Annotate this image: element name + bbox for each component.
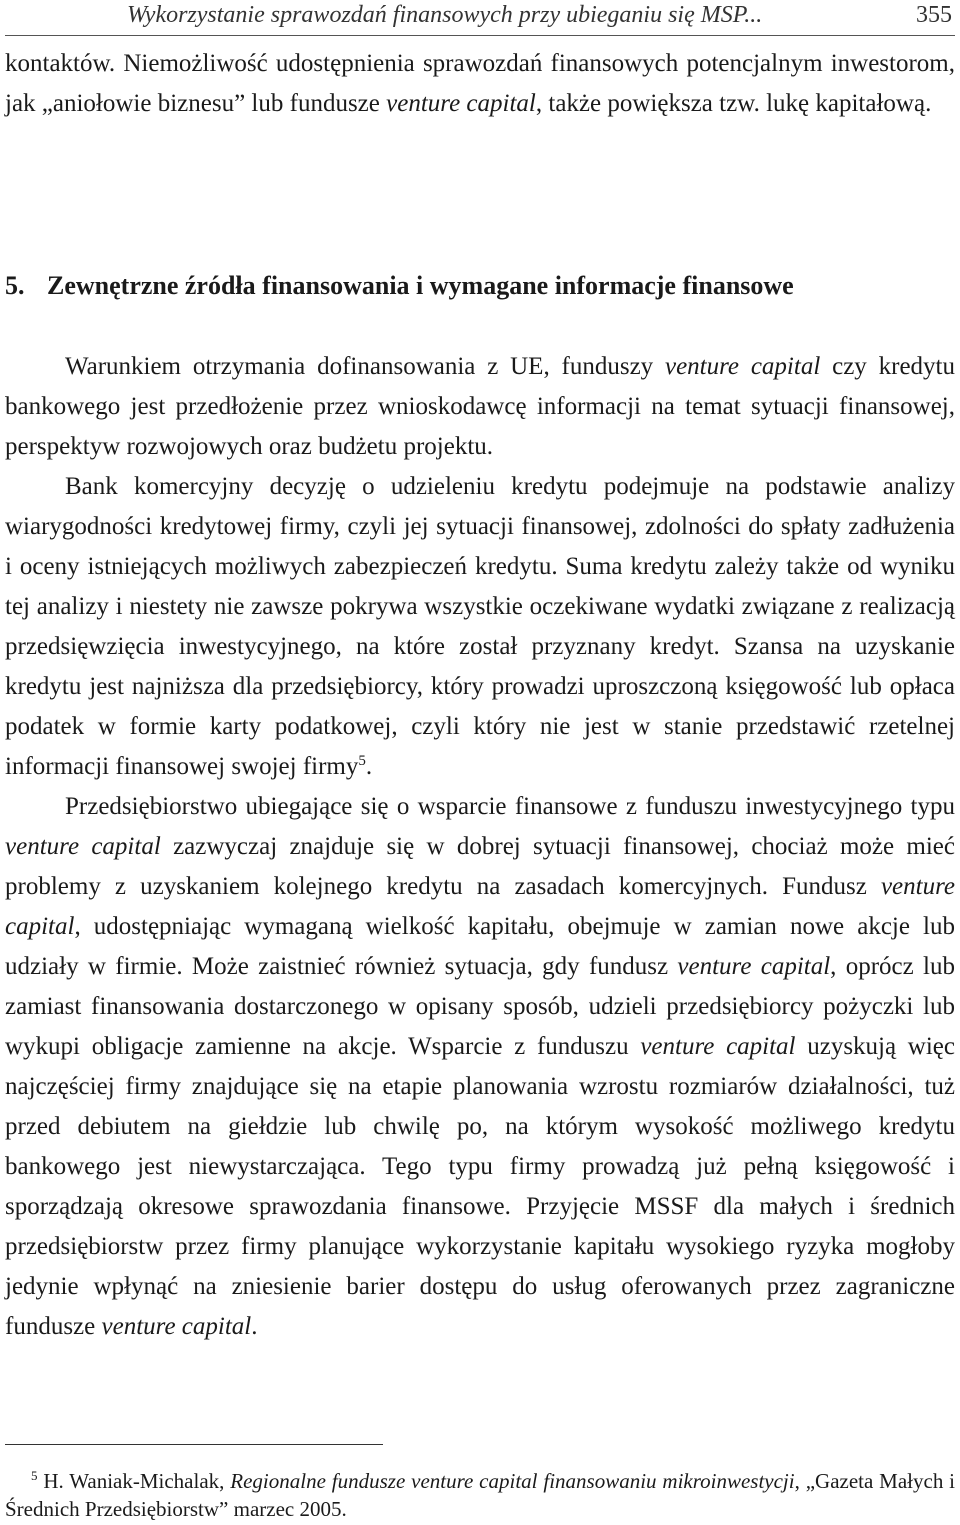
section-title: Zewnętrzne źródła finansowania i wymagane informacje finansowe xyxy=(47,271,794,300)
paragraph-end: . xyxy=(365,753,373,780)
header-rule xyxy=(5,35,955,36)
footnote-reference[interactable]: 5 xyxy=(358,753,366,769)
footnote-text: H. Waniak-Michalak, Regionalne fundusze venture capital finansowaniu mikroinwestycji, „Gazeta Małych i Średnich Przedsiębiorstw” marzec 2005. xyxy=(5,1469,956,1521)
footnote-marker: 5 xyxy=(31,1468,38,1483)
paragraph: Przedsiębiorstwo ubiegające się o wsparcie finansowe z funduszu inwestycyjnego typu venture capital zazwyczaj znajduje się w dobrej sytuacji finansowej, chociaż może mieć problemy z uzyskaniem kolejnego kredytu na zasadach komercyjnych. Fundusz venture capital, udostępniając wymaganą wielkość kapitału, obejmuje w zamian nowe akcje lub udziały w firmie. Może zaistnieć również sytuacja, gdy fundusz venture capital, oprócz lub zamiast finansowania dostarczonego w opisany sposób, udzieli przedsiębiorcy pożyczki lub wykupi obligacje zamienne na akcje. Wsparcie z funduszu venture capital uzyskują więc najczęściej firmy znajdujące się na etapie planowania wzrostu rozmiarów działalności, tuż przed debiutem na giełdzie lub chwilę po, na którym wysokość możliwego kredytu bankowego jest niewystarczająca. Tego typu firmy prowadzą już pełną księgowość i sporządzają okresowe sprawozdania finansowe. Przyjęcie MSSF dla małych i średnich przedsiębiorstw przez firmy planujące wykorzystanie kapitału wysokiego ryzyka mogłoby jedynie wpłynąć na zniesienie barier dostępu do usług oferowanych przez zagraniczne fundusze venture capital. xyxy=(5,793,955,1340)
running-title: Wykorzystanie sprawozdań finansowych przy ubieganiu się MSP... xyxy=(127,2,763,28)
running-header xyxy=(5,0,955,36)
section-body xyxy=(5,347,955,1347)
footnote xyxy=(5,1467,955,1523)
intro-paragraph xyxy=(5,44,955,124)
section-number: 5. xyxy=(5,271,25,300)
page-number: 355 xyxy=(916,2,952,28)
section-heading xyxy=(5,268,955,304)
paragraph-text: Bank komercyjny decyzję o udzieleniu kredytu podejmuje na podstawie analizy wiarygodności kredytowej firmy, czyli jej sytuacji finansowej, zdolności do spłaty zadłużenia i oceny istniejących możliwych zabezpieczeń kredytu. Suma kredytu zależy także od wyniku tej analizy i niestety nie zawsze pokrywa wszystkie oczekiwane wydatki związane z realizacją przedsięwzięcia inwestycyjnego, na które został przyznany kredyt. Szansa na uzyskanie kredytu jest najniższa dla przedsiębiorcy, który prowadzi uproszczoną księgowość lub opłaca podatek w formie karty podatkowej, czyli który nie jest w stanie przedstawić rzetelnej informacji finansowej swojej firmy xyxy=(5,473,955,780)
paragraph xyxy=(5,467,955,787)
footnote-rule xyxy=(5,1444,383,1445)
paragraph: Warunkiem otrzymania dofinansowania z UE, funduszy venture capital czy kredytu bankowego jest przedłożenie przez wnioskodawcę informacji na temat sytuacji finansowej, perspektyw rozwojowych oraz budżetu projektu. xyxy=(5,353,955,460)
paragraph: kontaktów. Niemożliwość udostępnienia sprawozdań finansowych potencjalnym inwestorom, jak „aniołowie biznesu” lub fundusze venture capital, także powiększa tzw. lukę kapitałową. xyxy=(5,50,955,117)
